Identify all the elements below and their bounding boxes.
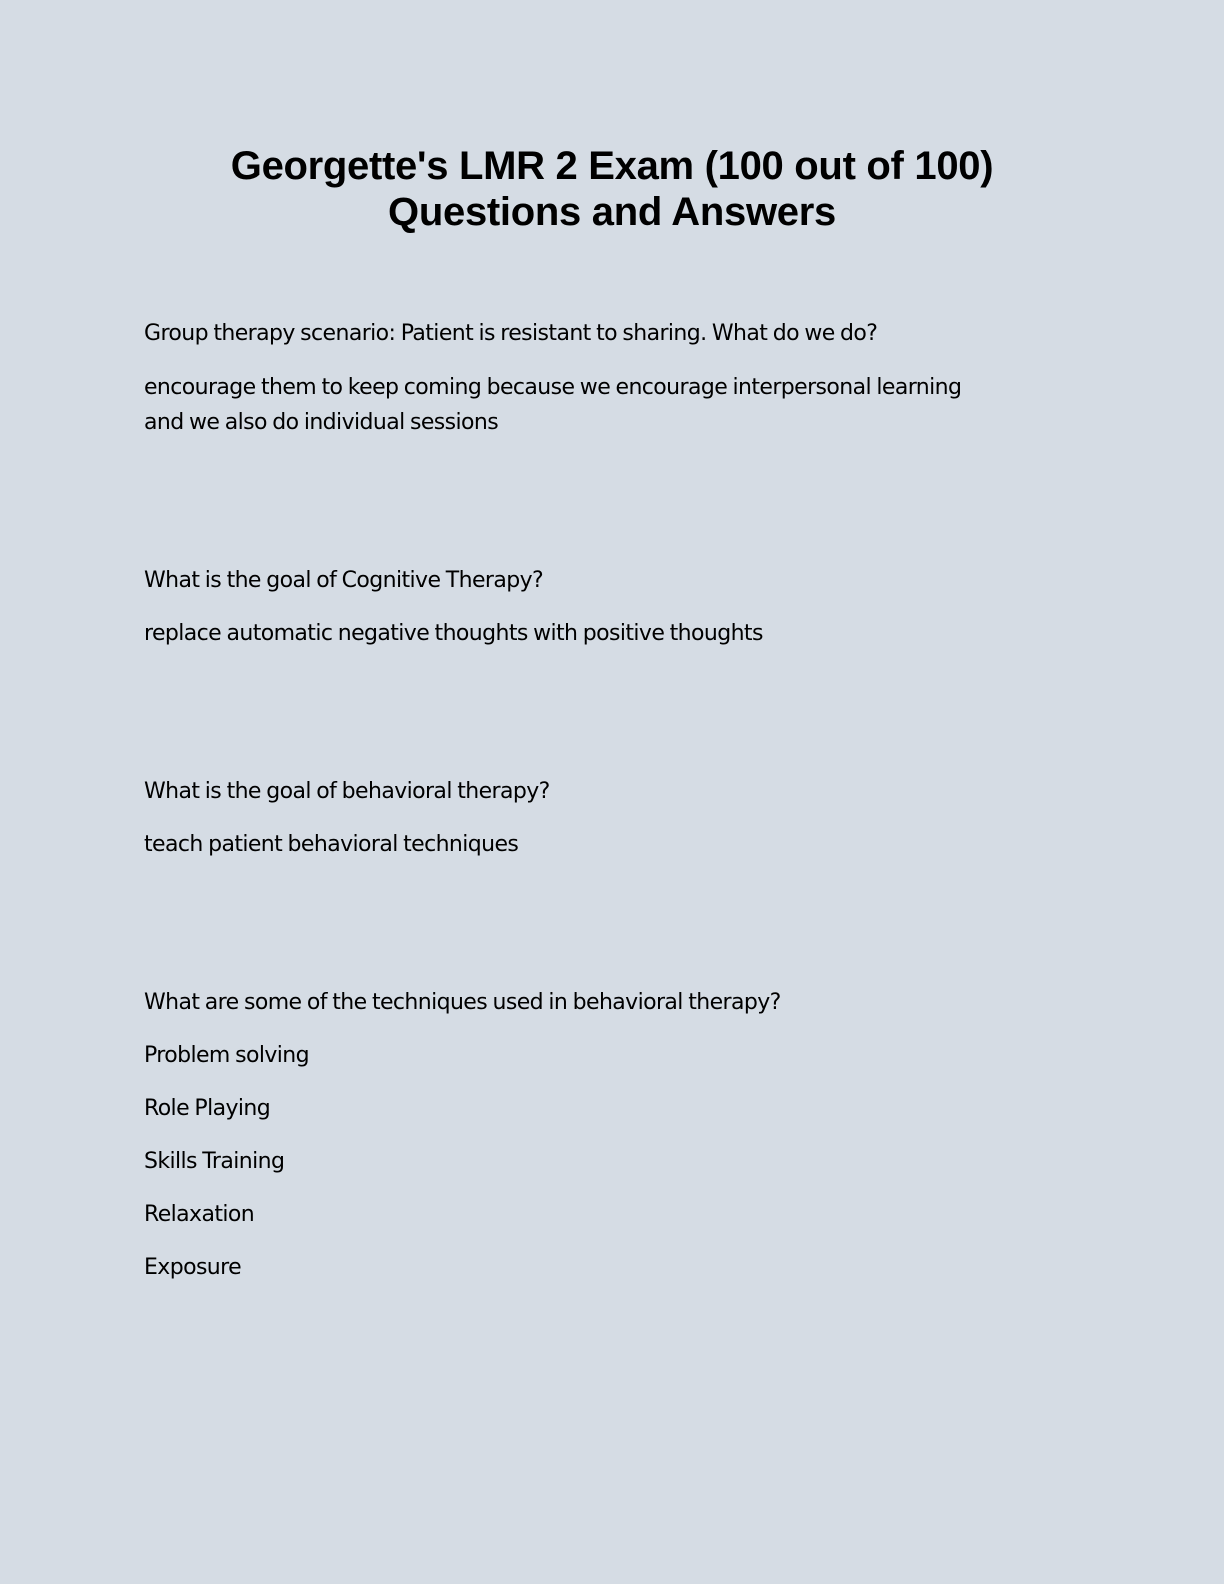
title-line-2: Questions and Answers xyxy=(388,190,836,234)
answer-2-line-1: replace automatic negative thoughts with positive thoughts xyxy=(144,621,763,646)
answer-3-line-1: teach patient behavioral techniques xyxy=(144,832,519,857)
answer-4-item-5: Exposure xyxy=(144,1255,242,1280)
answer-4-item-2: Role Playing xyxy=(144,1096,271,1121)
answer-1-line-2: and we also do individual sessions xyxy=(144,410,499,435)
answer-4-item-3: Skills Training xyxy=(144,1149,285,1174)
question-1: Group therapy scenario: Patient is resistant to sharing. What do we do? xyxy=(144,321,878,346)
title-line-1: Georgette's LMR 2 Exam (100 out of 100) xyxy=(230,144,994,188)
question-4: What are some of the techniques used in behavioral therapy? xyxy=(144,990,781,1015)
document-title xyxy=(0,143,1224,235)
answer-1-line-1: encourage them to keep coming because we encourage interpersonal learning xyxy=(144,375,962,400)
question-3: What is the goal of behavioral therapy? xyxy=(144,779,550,804)
answer-4-item-1: Problem solving xyxy=(144,1043,310,1068)
answer-4-item-4: Relaxation xyxy=(144,1202,255,1227)
question-2: What is the goal of Cognitive Therapy? xyxy=(144,568,544,593)
